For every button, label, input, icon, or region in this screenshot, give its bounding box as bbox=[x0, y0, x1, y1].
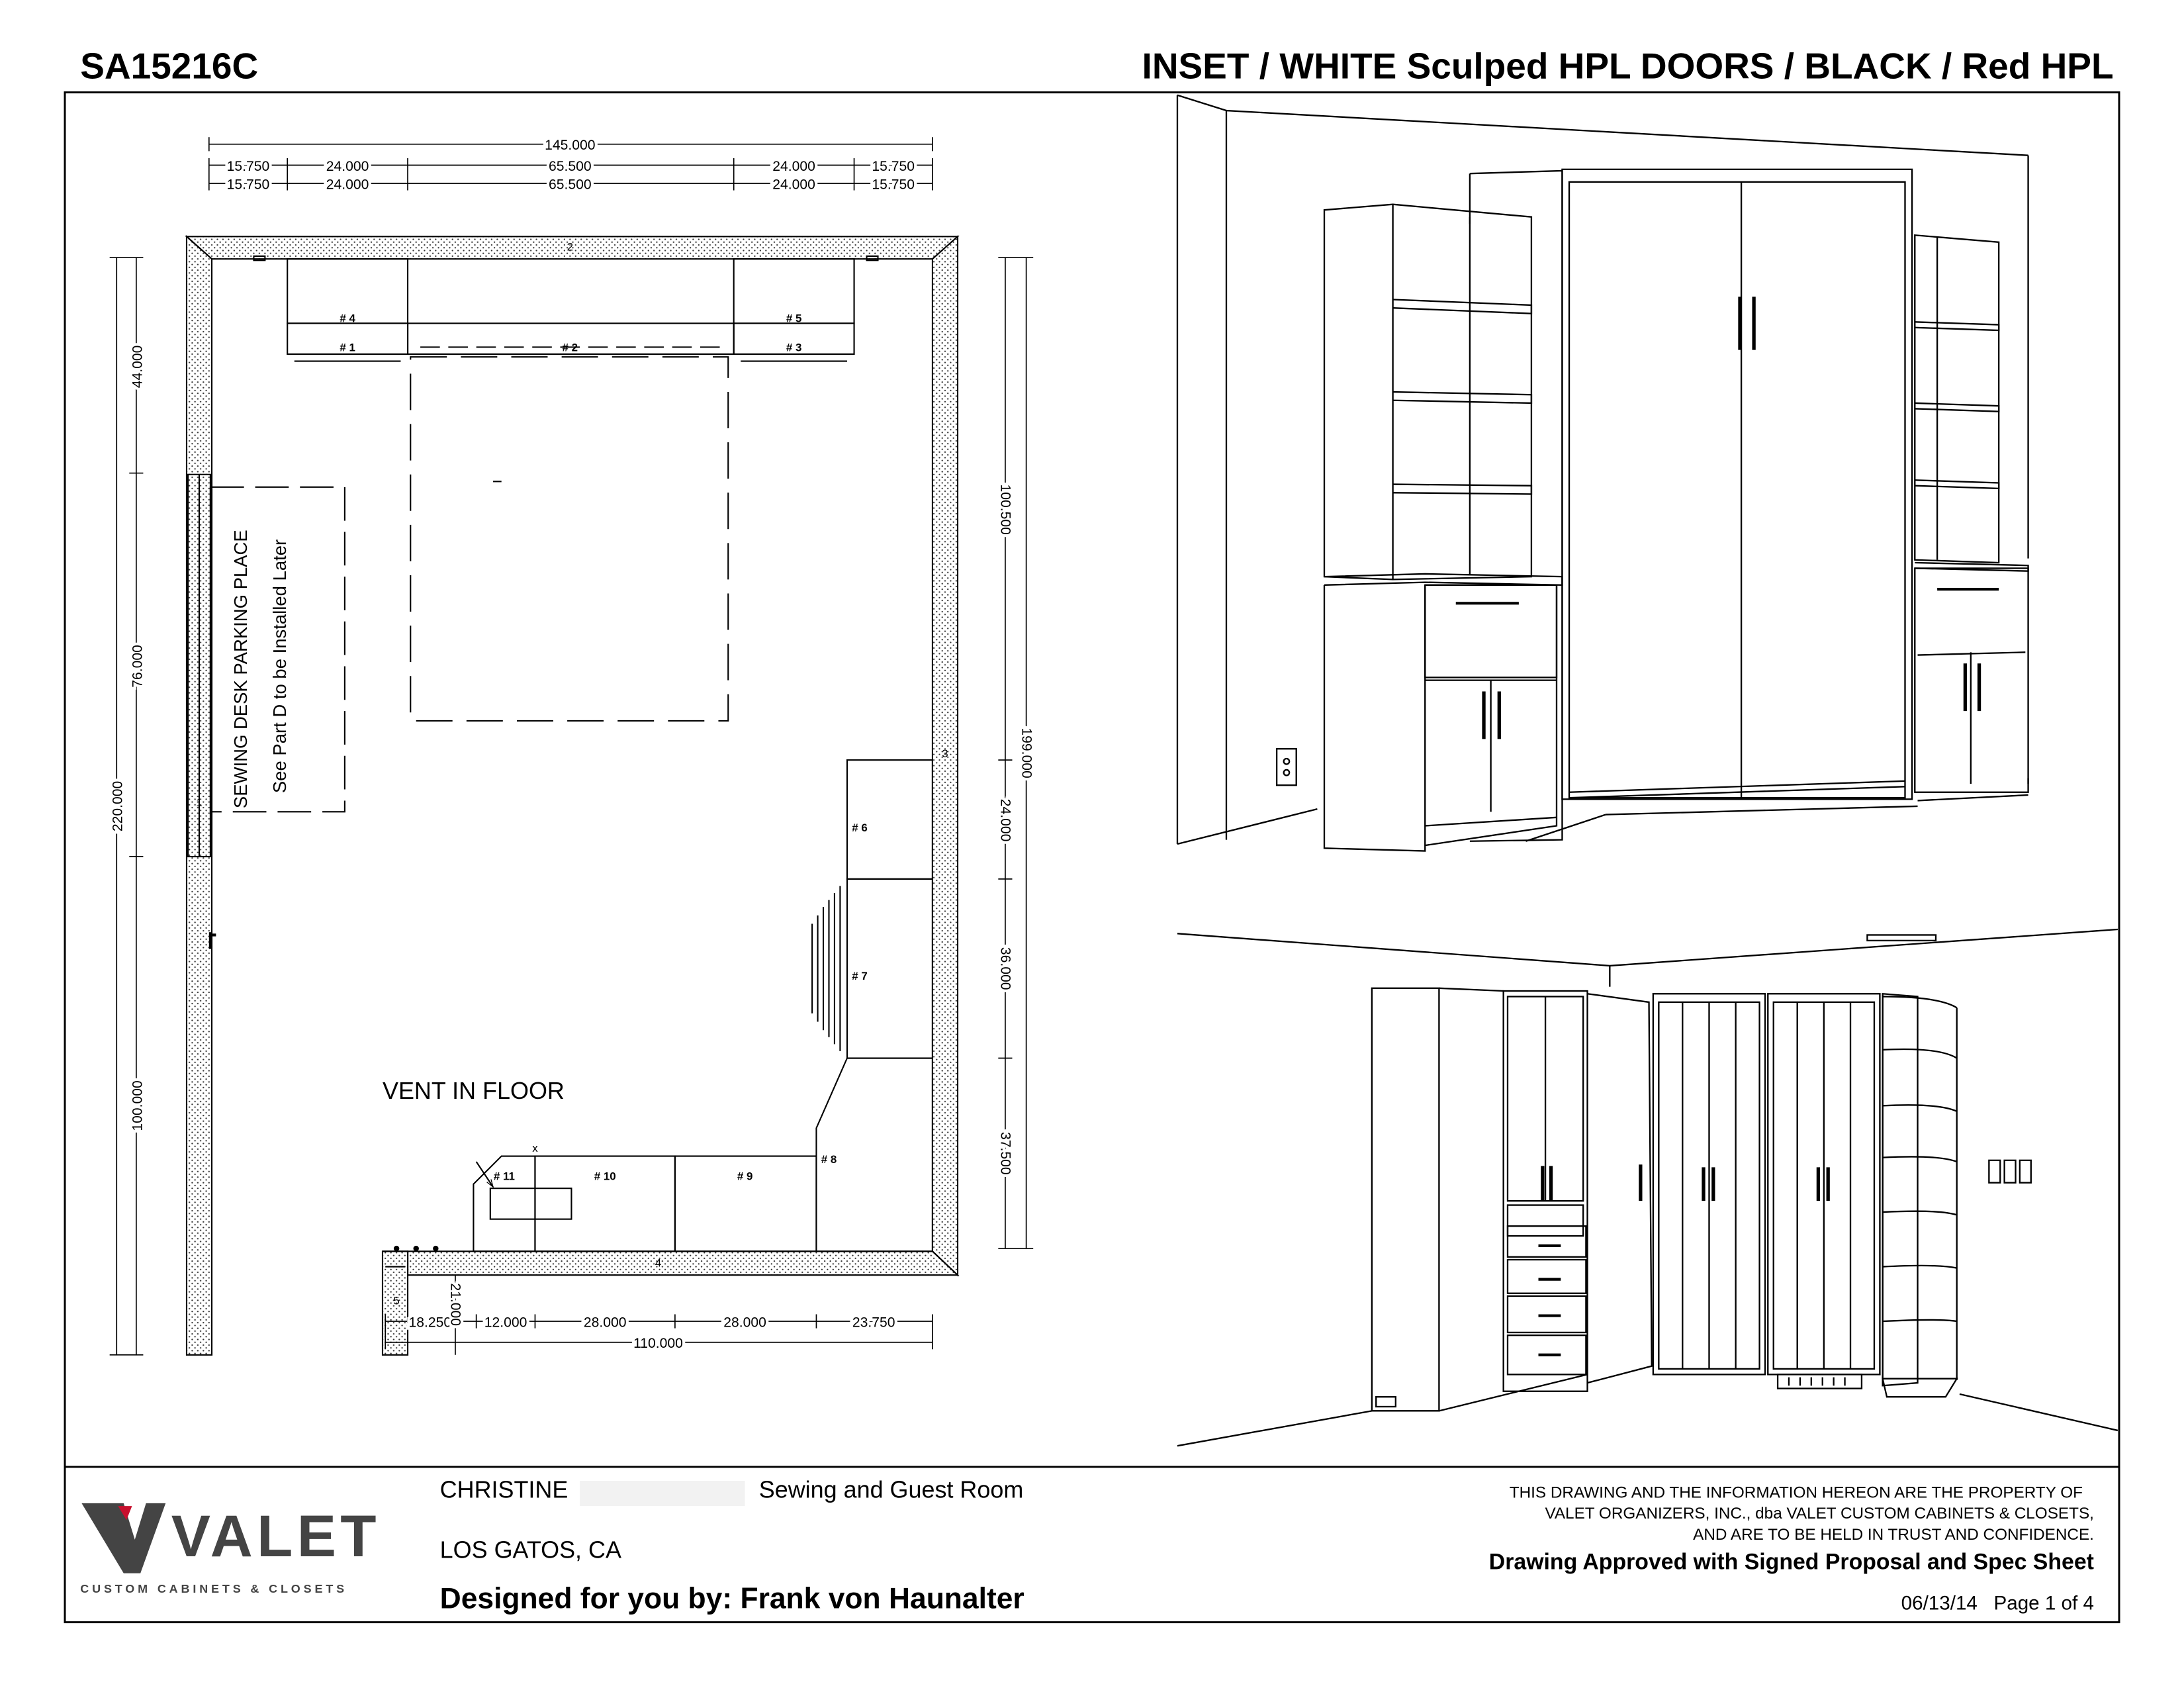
note-x-mark: x bbox=[532, 1142, 538, 1155]
dim-top-4: 24.000 bbox=[772, 158, 815, 174]
logo-word: VALET bbox=[171, 1503, 381, 1570]
wall-number-2: 2 bbox=[567, 240, 574, 254]
label-unit-4: # 4 bbox=[340, 312, 355, 325]
dim-right-2: 24.000 bbox=[997, 798, 1013, 842]
dim-top2-5: 15.750 bbox=[872, 177, 915, 193]
label-unit-1: # 1 bbox=[340, 341, 355, 354]
dim-top-5: 15.750 bbox=[872, 158, 915, 174]
elevation-murphy-bed bbox=[1177, 95, 2028, 851]
dim-top2-1: 15.750 bbox=[226, 177, 270, 193]
wall-bottom bbox=[408, 1251, 958, 1275]
wall-number-5: 5 bbox=[393, 1294, 400, 1307]
approval-note: Drawing Approved with Signed Proposal and Spec Sheet bbox=[1488, 1549, 2094, 1575]
dim-right-4: 37.500 bbox=[997, 1131, 1013, 1175]
spec-title: INSET / WHITE Sculped HPL DOORS / BLACK / Red HPL bbox=[1142, 45, 2114, 87]
designer-line: Designed for you by: Frank von Haunalter bbox=[439, 1582, 1024, 1615]
label-unit-5: # 5 bbox=[786, 312, 802, 325]
dim-top-1: 15.750 bbox=[226, 158, 270, 174]
elevation-closet-corner bbox=[1177, 929, 2118, 1446]
label-unit-8: # 8 bbox=[821, 1153, 837, 1166]
dim-left-1: 44.000 bbox=[130, 345, 146, 389]
location: LOS GATOS, CA bbox=[439, 1536, 621, 1564]
label-unit-11: # 11 bbox=[493, 1170, 515, 1183]
label-unit-9: # 9 bbox=[737, 1170, 753, 1183]
drawing-number: SA15216C bbox=[80, 45, 259, 87]
room-name: Sewing and Guest Room bbox=[758, 1476, 1024, 1503]
dim-overall-top: 145.000 bbox=[545, 138, 596, 154]
redacted-surname bbox=[580, 1481, 745, 1506]
floor-plan-text bbox=[111, 138, 1034, 1351]
dim-bottom-vertical: 21.000 bbox=[447, 1283, 463, 1326]
logo-tagline: CUSTOM CABINETS & CLOSETS bbox=[80, 1582, 348, 1596]
dim-top2-2: 24.000 bbox=[326, 177, 369, 193]
legal-line-2: VALET ORGANIZERS, INC., dba VALET CUSTOM CABINETS & CLOSETS, bbox=[1545, 1505, 2094, 1523]
dim-right-1: 100.500 bbox=[997, 484, 1013, 535]
dim-bottom-3: 28.000 bbox=[583, 1315, 627, 1331]
dim-top-3: 65.500 bbox=[549, 158, 592, 174]
dim-left-2: 76.000 bbox=[130, 645, 146, 688]
dim-right-3: 36.000 bbox=[997, 947, 1013, 990]
bed-footprint bbox=[410, 357, 728, 721]
cabinet-7 bbox=[847, 879, 933, 1058]
legal-line-1: THIS DRAWING AND THE INFORMATION HEREON ARE THE PROPERTY OF bbox=[1509, 1483, 2083, 1502]
wall-number-3: 3 bbox=[942, 747, 948, 760]
note-see-part-d: See Part D to be Installed Later bbox=[269, 539, 291, 794]
dim-top2-4: 24.000 bbox=[772, 177, 815, 193]
dim-bottom-1: 18.250 bbox=[408, 1315, 452, 1331]
wall-number-1: 1 bbox=[196, 796, 203, 809]
dim-bottom-2: 12.000 bbox=[484, 1315, 527, 1331]
legal-line-3: AND ARE TO BE HELD IN TRUST AND CONFIDENCE. bbox=[1693, 1525, 2094, 1544]
label-unit-6: # 6 bbox=[852, 821, 868, 834]
label-unit-7: # 7 bbox=[852, 970, 868, 983]
cabinet-6 bbox=[847, 760, 933, 879]
dim-left-overall: 220.000 bbox=[110, 780, 126, 832]
label-unit-2: # 2 bbox=[562, 341, 578, 354]
dim-left-3: 100.000 bbox=[130, 1080, 146, 1131]
floor-vent bbox=[490, 1188, 572, 1219]
date-page: 06/13/14 Page 1 of 4 bbox=[1901, 1592, 2094, 1615]
note-sewing-desk: SEWING DESK PARKING PLACE bbox=[230, 530, 251, 809]
dim-top2-3: 65.500 bbox=[549, 177, 592, 193]
wall-number-4: 4 bbox=[655, 1256, 662, 1270]
note-vent-in-floor: VENT IN FLOOR bbox=[382, 1076, 565, 1104]
dim-bottom-overall: 110.000 bbox=[633, 1336, 683, 1352]
valet-logo bbox=[80, 1503, 381, 1595]
label-unit-3: # 3 bbox=[786, 341, 802, 354]
dim-bottom-4: 28.000 bbox=[723, 1315, 766, 1331]
dim-top-2: 24.000 bbox=[326, 158, 369, 174]
dim-right-overall: 199.000 bbox=[1019, 727, 1034, 778]
client-name: CHRISTINE bbox=[439, 1476, 569, 1503]
dim-bottom-5: 23.750 bbox=[852, 1315, 895, 1331]
label-unit-10: # 10 bbox=[594, 1170, 616, 1183]
sheet-border bbox=[65, 93, 2119, 1622]
